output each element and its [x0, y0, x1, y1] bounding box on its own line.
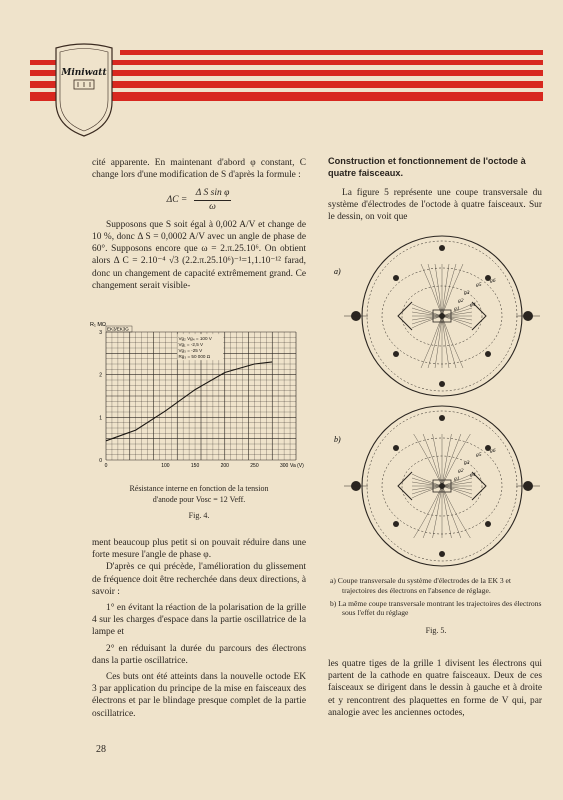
beam-path — [423, 434, 442, 486]
tube-label: EK3/EK3G — [107, 326, 129, 332]
figure-4 — [88, 318, 308, 478]
param-legend — [177, 334, 223, 360]
caption-line: d'anode pour Vosc = 12 Veff. — [152, 494, 246, 504]
beam-path — [433, 486, 442, 538]
x-tick-label: 300 — [279, 463, 289, 469]
figure-label: Fig. 4. — [188, 511, 210, 520]
beam-path — [442, 486, 461, 538]
paragraph: 1° en évitant la réaction de la polarisation de la grille 4 sur les charges d'espace dans la partie oscillatrice de la lampe et — [92, 603, 306, 638]
grid-label: g3 — [464, 290, 470, 296]
logo-text: Miniwatt — [61, 68, 107, 78]
figure-5b-label: b) — [334, 435, 341, 444]
x-tick-label: 250 — [250, 463, 259, 469]
grid-label: g1 — [454, 306, 460, 312]
grid-rod — [439, 381, 445, 387]
paragraph: les quatre tiges de la grille 1 divisent les électrons qui partent de la cathode en quatre faisceaux. Deux de ces faisceaux se dirigent dans le dessin à gauche et à droite et y rencontrent des plaquettes en forme de V qui, par analogie avec les anciennes octodes, — [328, 659, 542, 718]
grid-label: g5 — [476, 452, 482, 458]
x-tick-label: 0 — [104, 463, 108, 469]
y-tick-label: 1 — [99, 415, 102, 422]
y-tick-label: 2 — [99, 372, 102, 379]
grid-label: g5 — [476, 282, 482, 288]
formula — [92, 187, 306, 212]
grid-label: g2 — [458, 468, 464, 474]
paragraph: D'après ce qui précède, l'amélioration du glissement de fréquence doit être recherchée dans deux directions, à savoir : — [92, 562, 306, 597]
caption-line: Résistance interne en fonction de la tension — [129, 484, 269, 493]
figure-label: Fig. 5. — [425, 626, 447, 636]
grid-rod — [485, 521, 491, 527]
page-number: 28 — [96, 744, 106, 755]
v-plate — [398, 302, 412, 330]
paragraph: ment beaucoup plus petit si on pouvait réduire dans une forte mesure l'angle de phase φ. — [92, 538, 306, 561]
grid-label: g1 — [454, 476, 460, 482]
grid-label: g4 — [470, 302, 476, 308]
beam-path — [442, 264, 449, 316]
grid-rod — [393, 275, 399, 281]
caption-a: a) Coupe transversale du système d'électrodes de la EK 3 et trajectoires des électrons en l'absence de réglage. — [330, 576, 512, 595]
cross-section-a — [344, 236, 540, 396]
v-plate — [398, 472, 412, 500]
x-unit-label: Va (V) — [290, 463, 304, 469]
left-column-bottom — [92, 537, 306, 720]
left-column-top — [92, 157, 306, 292]
section-heading: Construction et fonctionnement de l'octode à quatre faisceaux. — [328, 156, 526, 178]
paragraph: 2° en réduisant la durée du parcours des électrons dans la partie oscillatrice. — [92, 643, 306, 666]
grid-label: g4 — [470, 472, 476, 478]
y-tick-label: 0 — [99, 458, 102, 464]
paragraph: cité apparente. En maintenant d'abord φ constant, C change lors d'une modification de S d'après la formule : — [92, 158, 306, 181]
figure-5a-label: a) — [334, 267, 341, 276]
cross-section-b — [344, 406, 540, 566]
beam-path — [442, 434, 451, 486]
beam-path — [442, 316, 449, 368]
y-tick-label: 3 — [99, 330, 102, 336]
beam-path — [442, 486, 451, 538]
param-text: Vg₁ = -2,5 V — [178, 342, 204, 348]
beam-path — [433, 434, 442, 486]
param-text: Vg₂ Vg₄ = 100 V — [178, 336, 212, 342]
grid-rod — [393, 445, 399, 451]
grid-rod — [485, 351, 491, 357]
caption-b: b) La même coupe transversale montrant les trajectoires des électrons sous l'effet du réglage — [330, 598, 542, 618]
grid-label: g2 — [458, 298, 464, 304]
beam-path — [428, 316, 442, 368]
grid-rod — [393, 521, 399, 527]
x-tick-label: 150 — [190, 463, 200, 469]
beam-path — [435, 264, 442, 316]
grid-rod — [393, 351, 399, 357]
grid-label: g6 — [490, 278, 496, 284]
beam-path — [423, 486, 442, 538]
param-text: Vg₃ = -25 V — [178, 348, 203, 354]
figure-5 — [328, 228, 548, 568]
paragraph: La figure 5 représente une coupe transversale du système d'électrodes de l'octode à quatre faisceaux. Sur le dessin, on voit que — [328, 188, 542, 223]
resistance-chart — [88, 318, 308, 478]
grid-label: g6 — [490, 448, 496, 454]
right-column-bottom — [328, 658, 542, 719]
param-text: Rg₃ = 50 000 Ω — [178, 354, 211, 360]
paragraph: Ces buts ont été atteints dans la nouvelle octode EK 3 par application du principe de la mise en faisceaux des électrons et par le blindage presque complet de la partie oscillatrice. — [92, 672, 306, 719]
y-unit-label: R₁ MΩ — [90, 322, 107, 328]
right-column-top — [328, 155, 542, 224]
grid-rod — [439, 551, 445, 557]
x-tick-label: 200 — [220, 463, 229, 469]
grid-label: g3 — [464, 460, 470, 466]
header-stripe — [120, 50, 543, 55]
beam-path — [442, 316, 456, 368]
beam-path — [428, 264, 442, 316]
x-tick-label: 100 — [161, 463, 170, 469]
formula-numerator: Δ S sin φ — [194, 187, 232, 200]
figure-5-captions — [330, 576, 542, 636]
figure-4-caption — [92, 484, 306, 522]
paragraph: Supposons que S soit égal à 0,002 A/V et change de 10 %, donc Δ S = 0,0002 A/V avec un angle de phase de 60°. Supposons encore que ω = 2.π.25.10⁶. On obtient alors Δ C = 2.10⁻⁴ √3 (2.2.π.25.10⁶)⁻¹=1,1.10⁻¹² farad, donc un changement de capacité extrêmement grand. Ce changement serait visible- — [92, 219, 306, 291]
beam-path — [435, 316, 442, 368]
formula-denominator: ω — [209, 201, 216, 212]
grid-rod — [439, 245, 445, 251]
miniwatt-logo — [52, 42, 116, 138]
formula-lhs: ΔC = — [166, 195, 188, 206]
grid-rod — [439, 415, 445, 421]
